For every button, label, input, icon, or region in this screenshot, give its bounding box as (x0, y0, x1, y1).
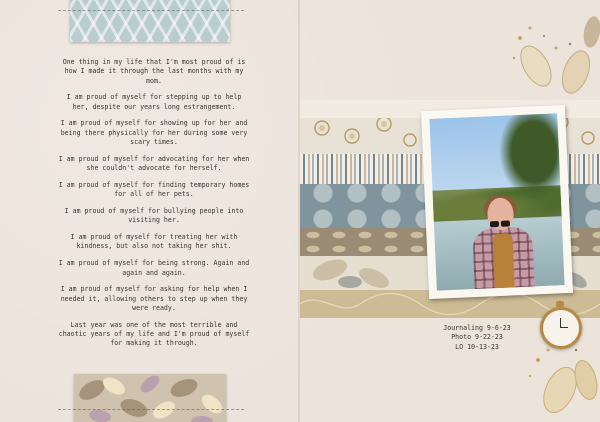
journal-paragraph: I am proud of myself for finding temporary homes for all of her pets. (58, 180, 250, 199)
caption-photo: Photo 9-22-23 (451, 333, 503, 342)
top-pattern-strip (70, 0, 230, 42)
leaf-icon (500, 8, 600, 108)
leaf-icon (520, 320, 600, 422)
journal-paragraph: I am proud of myself for stepping up to help her, despite our years long estrangement. (66, 93, 242, 111)
journal-paragraph: I am proud of myself for bullying people into visiting her. (64, 207, 244, 225)
journal-paragraph: I am proud of myself for treating her with kindness, but also not taking her shit. (70, 233, 238, 251)
leaf-pattern (74, 374, 226, 422)
stitch-line (58, 10, 244, 11)
caption-journaling: Journaling 9-6-23 (443, 324, 511, 332)
caption-lo: LO 10-13-23 (455, 342, 499, 351)
sunglasses-icon (489, 211, 511, 218)
journal-paragraph: I am proud of myself for advocating for her when she couldn't advocate for herself. (58, 154, 250, 173)
journal-text (58, 58, 250, 356)
photo-frame (421, 105, 573, 299)
photo-captions (422, 324, 532, 352)
bottom-leaf-strip (74, 374, 226, 422)
journal-paragraph: Last year was one of the most terrible and chaotic years of my life and I'm proud of myself for making it through. (58, 320, 250, 348)
journal-paragraph: I am proud of myself for showing up for her and being there physically for her during some very scary times. (60, 119, 248, 147)
journal-paragraph: I am proud of myself for asking for help when I needed it, allowing others to step up when they were ready. (60, 285, 248, 312)
journal-paragraph: I am proud of myself for being strong. Again and again and again. (58, 259, 250, 277)
journal-paragraph: One thing in my life that I'm most proud of is how I made it through the last months with my mom. (62, 58, 246, 85)
portrait-photo (429, 113, 564, 290)
stitch-line (58, 409, 244, 410)
